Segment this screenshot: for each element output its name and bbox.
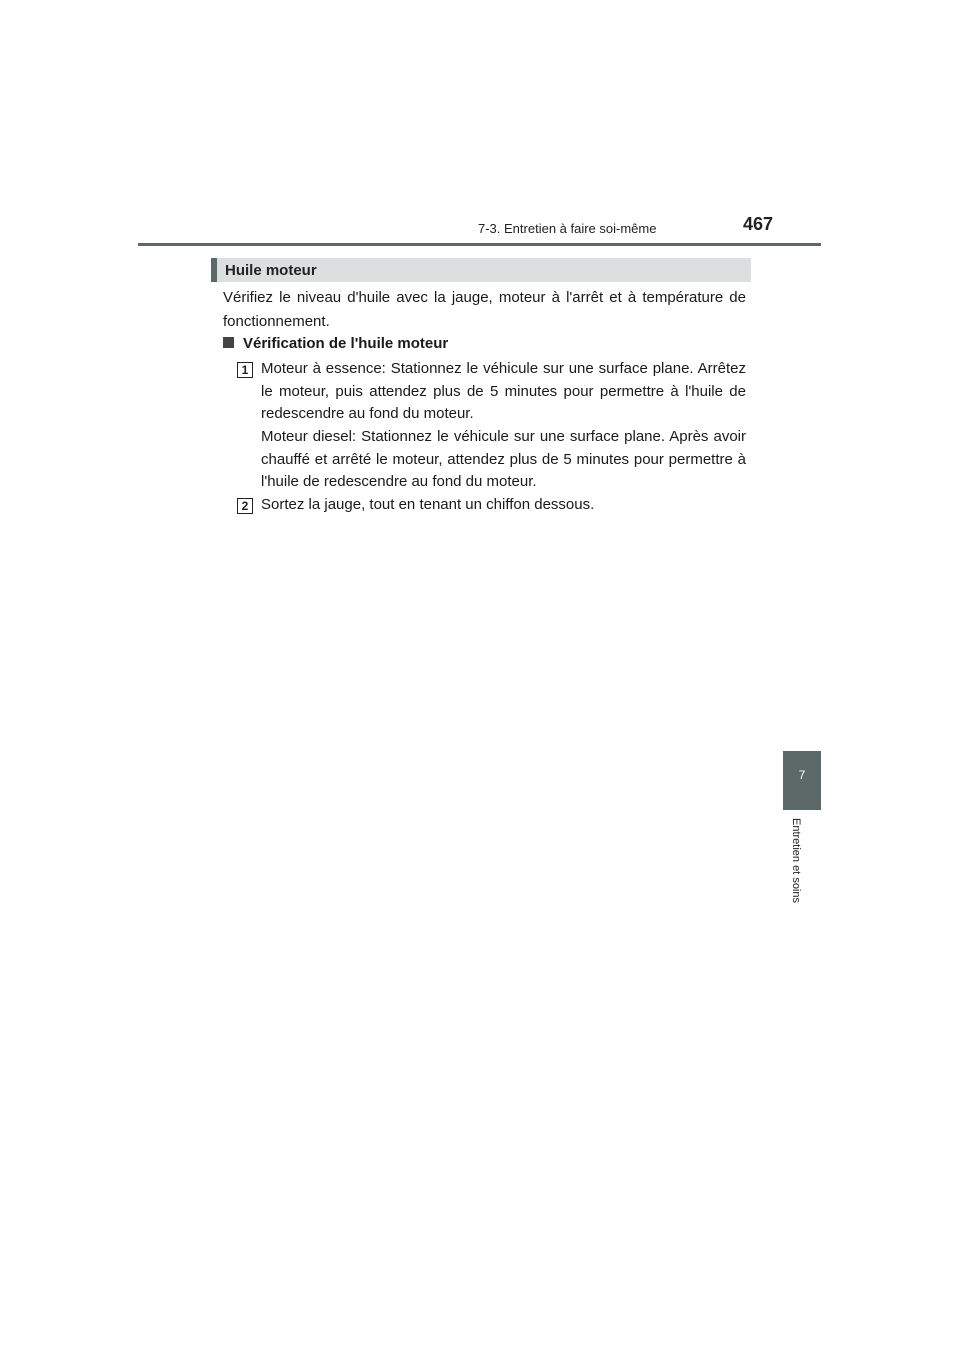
section-heading-bar (211, 258, 751, 282)
intro-paragraph: Vérifiez le niveau d'huile avec la jauge, moteur à l'arrêt et à température de fonctionnement. (223, 289, 746, 330)
running-header-section: 7-3. Entretien à faire soi-même (478, 221, 657, 236)
step-1-paragraph-2: Moteur diesel: Stationnez le véhicule sur une surface plane. Après avoir chauffé et arrêté le moteur, attendez plus de 5 minutes pour permettre à l'huile de redescendre au fond du moteur. (261, 428, 746, 490)
section-heading-accent (211, 258, 217, 282)
step-2-paragraph-1: Sortez la jauge, tout en tenant un chiffon dessous. (261, 496, 595, 513)
step-number-1: 1 (237, 362, 253, 378)
step-number-2: 2 (237, 498, 253, 514)
chapter-title: Entretien et soins (790, 818, 802, 903)
subheading-text: Vérification de l'huile moteur (243, 335, 449, 352)
square-bullet-icon (223, 337, 234, 348)
step-1-paragraph-1: Moteur à essence: Stationnez le véhicule sur une surface plane. Arrêtez le moteur, puis attendez plus de 5 minutes pour permettre à l'huile de redescendre au fond du moteur. (261, 360, 746, 422)
header-rule (138, 243, 821, 246)
page-number: 467 (743, 214, 774, 234)
chapter-number: 7 (798, 768, 806, 782)
section-title: Huile moteur (225, 262, 317, 279)
subheading (223, 335, 448, 352)
chapter-tab (783, 751, 821, 810)
